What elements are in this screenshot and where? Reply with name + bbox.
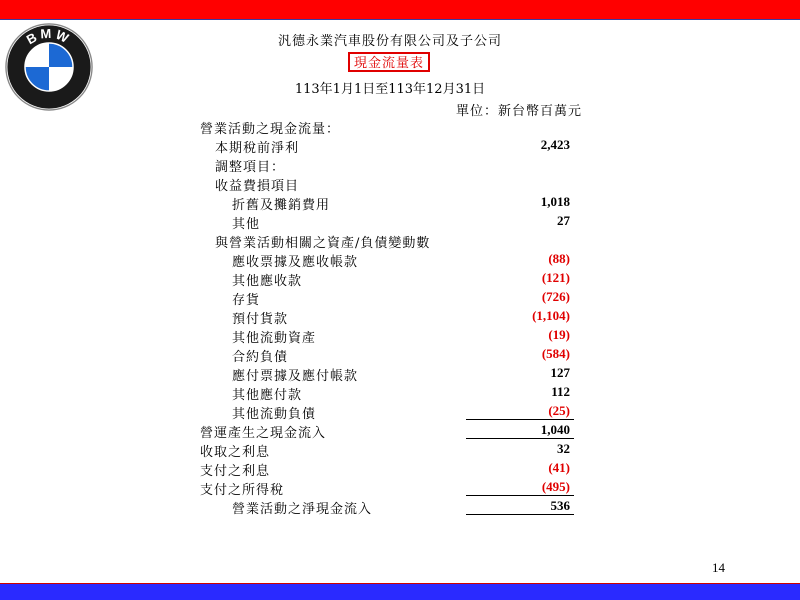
row-label: 收取之利息	[200, 445, 271, 460]
row-label: 其他流動負債	[232, 407, 317, 422]
table-row	[0, 327, 800, 345]
table-row	[0, 251, 800, 269]
row-amount: (41)	[548, 460, 570, 475]
table-row	[0, 403, 800, 421]
row-label: 調整項目：	[215, 160, 286, 175]
company-name: 汎德永業汽車股份有限公司及子公司	[277, 34, 502, 49]
table-row	[0, 270, 800, 288]
row-label: 與營業活動相關之資產/負債變動數	[215, 236, 431, 251]
table-row	[0, 346, 800, 364]
table-row	[0, 365, 800, 383]
row-amount: (584)	[541, 346, 570, 361]
table-row	[0, 232, 800, 250]
row-label: 應收票據及應收帳款	[232, 255, 359, 270]
subtotal-rule	[466, 419, 574, 420]
page-number: 14	[712, 560, 725, 575]
row-amount: 127	[550, 365, 570, 380]
row-label: 其他流動資產	[232, 331, 317, 346]
row-label: 存貨	[232, 293, 261, 308]
row-label: 其他應付款	[232, 388, 303, 403]
table-row	[0, 175, 800, 193]
table-row	[0, 479, 800, 497]
row-label: 預付貨款	[232, 312, 289, 327]
currency-unit: 單位：新台幣百萬元	[455, 104, 582, 119]
logo-text: BMW	[23, 25, 74, 48]
row-label: 營業活動之現金流量：	[200, 122, 341, 137]
table-row	[0, 422, 800, 440]
top-red-bar	[0, 0, 800, 19]
table-row	[0, 289, 800, 307]
row-amount: 1,040	[540, 422, 570, 437]
top-divider	[0, 19, 800, 20]
row-label: 合約負債	[232, 350, 289, 365]
row-label: 營業活動之淨現金流入	[232, 502, 373, 517]
total-rule	[466, 514, 574, 515]
row-amount: (19)	[548, 327, 570, 342]
row-label: 營運產生之現金流入	[200, 426, 327, 441]
row-label: 其他應收款	[232, 274, 303, 289]
bmw-logo	[5, 23, 93, 111]
row-label: 其他	[232, 217, 261, 232]
row-amount: 32	[557, 441, 570, 456]
table-row	[0, 137, 800, 155]
row-label: 折舊及攤銷費用	[232, 198, 331, 213]
row-label: 支付之所得稅	[200, 483, 285, 498]
table-row	[0, 308, 800, 326]
row-label: 收益費損項目	[215, 179, 300, 194]
table-row	[0, 213, 800, 231]
row-amount: (88)	[548, 251, 570, 266]
row-amount: (25)	[548, 403, 570, 418]
row-label: 應付票據及應付帳款	[232, 369, 359, 384]
table-row	[0, 118, 800, 136]
statement-title: 現金流量表	[348, 52, 430, 72]
subtotal-rule	[466, 438, 574, 439]
row-amount: (121)	[541, 270, 570, 285]
row-amount: (1,104)	[532, 308, 570, 323]
row-label: 本期稅前淨利	[215, 141, 300, 156]
row-amount: 1,018	[540, 194, 570, 209]
row-amount: (726)	[541, 289, 570, 304]
row-amount: 27	[557, 213, 570, 228]
row-amount: 112	[551, 384, 570, 399]
row-amount: 536	[550, 498, 570, 513]
table-row	[0, 441, 800, 459]
row-amount: 2,423	[540, 137, 570, 152]
table-row	[0, 194, 800, 212]
table-row	[0, 460, 800, 478]
table-row	[0, 498, 800, 516]
table-row	[0, 384, 800, 402]
table-row	[0, 156, 800, 174]
reporting-period: 113年1月1日至113年12月31日	[294, 82, 486, 97]
row-amount: (495)	[541, 479, 570, 494]
bottom-blue-bar	[0, 584, 800, 600]
row-label: 支付之利息	[200, 464, 271, 479]
total-rule	[466, 495, 574, 496]
